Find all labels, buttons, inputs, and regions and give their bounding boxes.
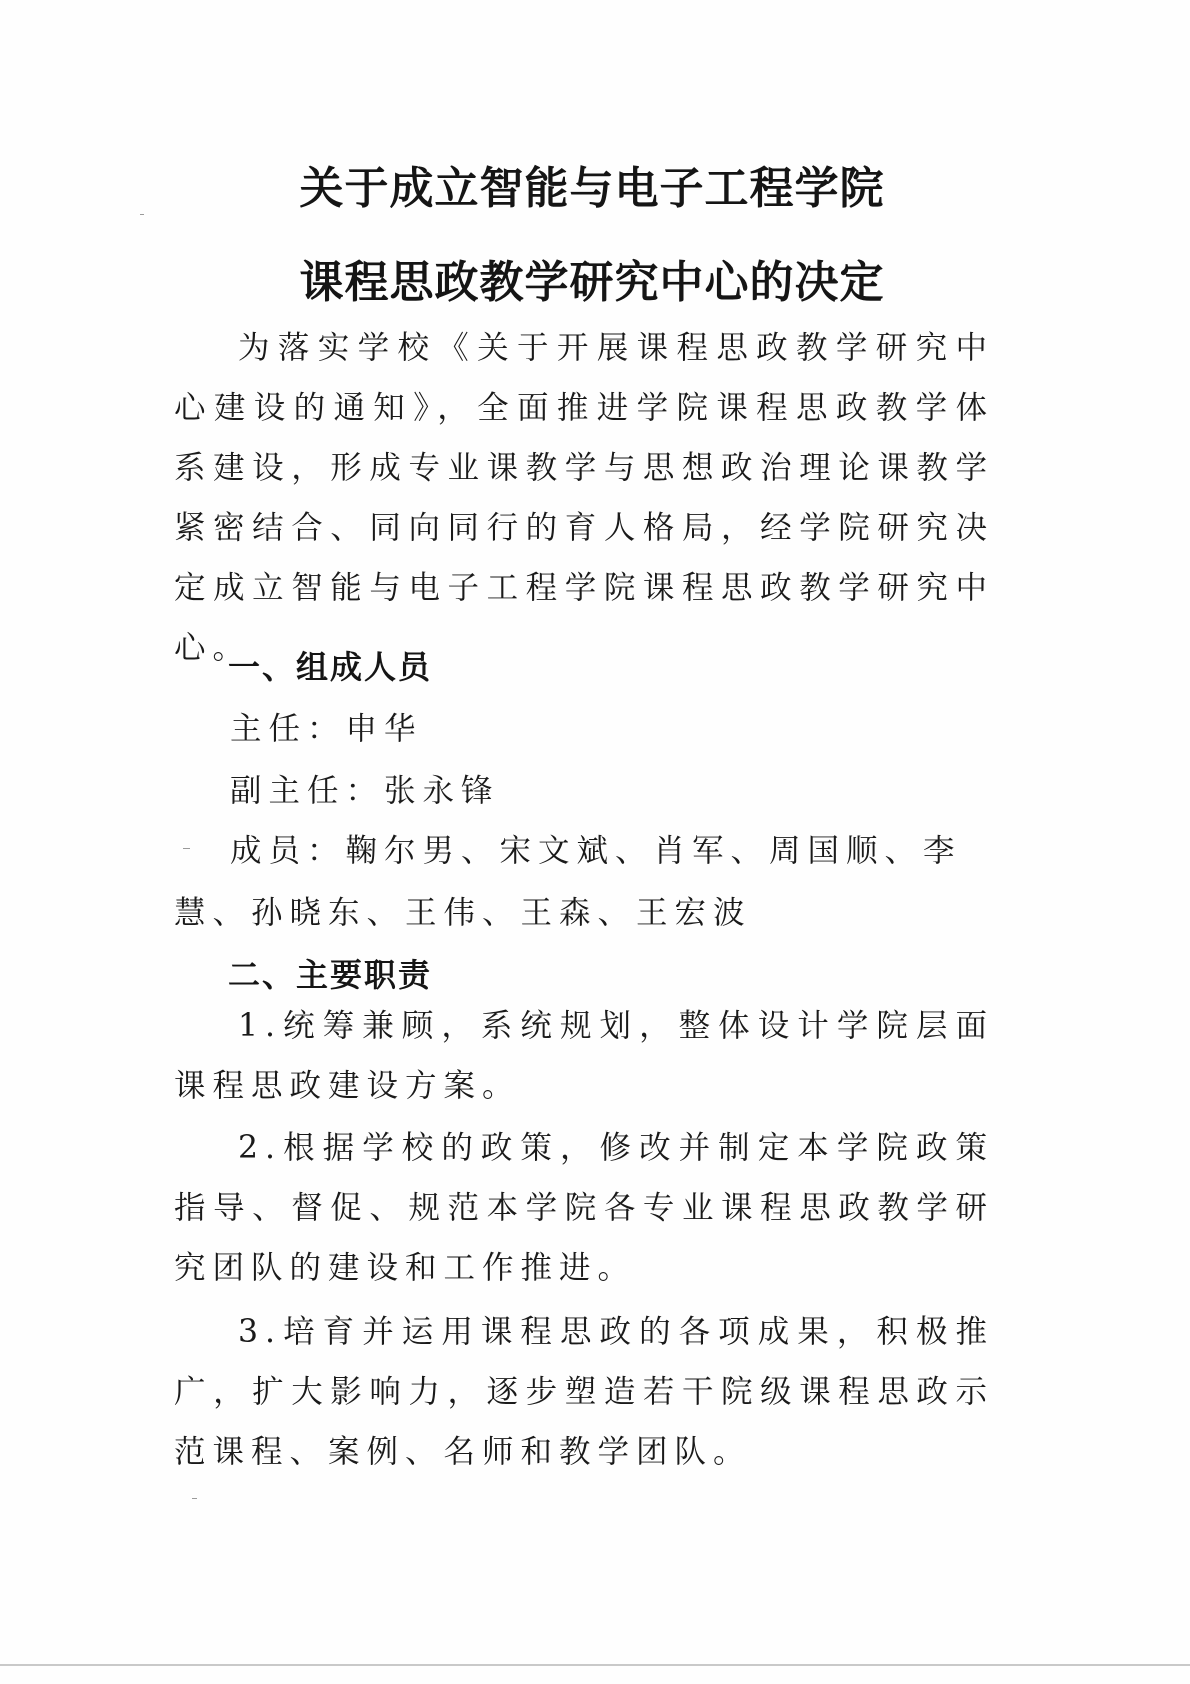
section-heading-members: 一、组成人员	[228, 648, 433, 686]
duty-item-3: 3.培育并运用课程思政的各项成果，积极推广，扩大影响力，逐步塑造若干院级课程思政示范课程、案例、名师和教学团队。	[174, 1314, 994, 1470]
scan-speck	[192, 1498, 197, 1499]
scan-edge-line	[0, 1664, 1190, 1666]
intro-paragraph: 为落实学校《关于开展课程思政教学研究中心建设的通知》，全面推进学院课程思政教学体系建设，形成专业课教学与思想政治理论课教学紧密结合、同向同行的育人格局，经学院研究决定成立智能与电子工程学院课程思政教学研究中心。	[174, 330, 994, 666]
director-line: 主任：申华	[230, 711, 423, 747]
document-title-line-1: 关于成立智能与电子工程学院	[299, 163, 885, 214]
scan-speck	[183, 848, 190, 849]
scan-speck	[140, 214, 144, 215]
deputy-director-line: 副主任：张永锋	[230, 773, 500, 809]
document-title-line-2: 课程思政教学研究中心的决定	[299, 257, 885, 308]
members-line: 成员：鞠尔男、宋文斌、肖军、周国顺、李慧、孙晓东、王伟、王森、王宏波	[174, 833, 962, 931]
duty-item-2: 2.根据学校的政策，修改并制定本学院政策指导、督促、规范本学院各专业课程思政教学研究团队的建设和工作推进。	[174, 1130, 994, 1286]
duty-item-1: 1.统筹兼顾，系统规划，整体设计学院层面课程思政建设方案。	[174, 1008, 994, 1104]
section-heading-duties: 二、主要职责	[228, 956, 433, 994]
